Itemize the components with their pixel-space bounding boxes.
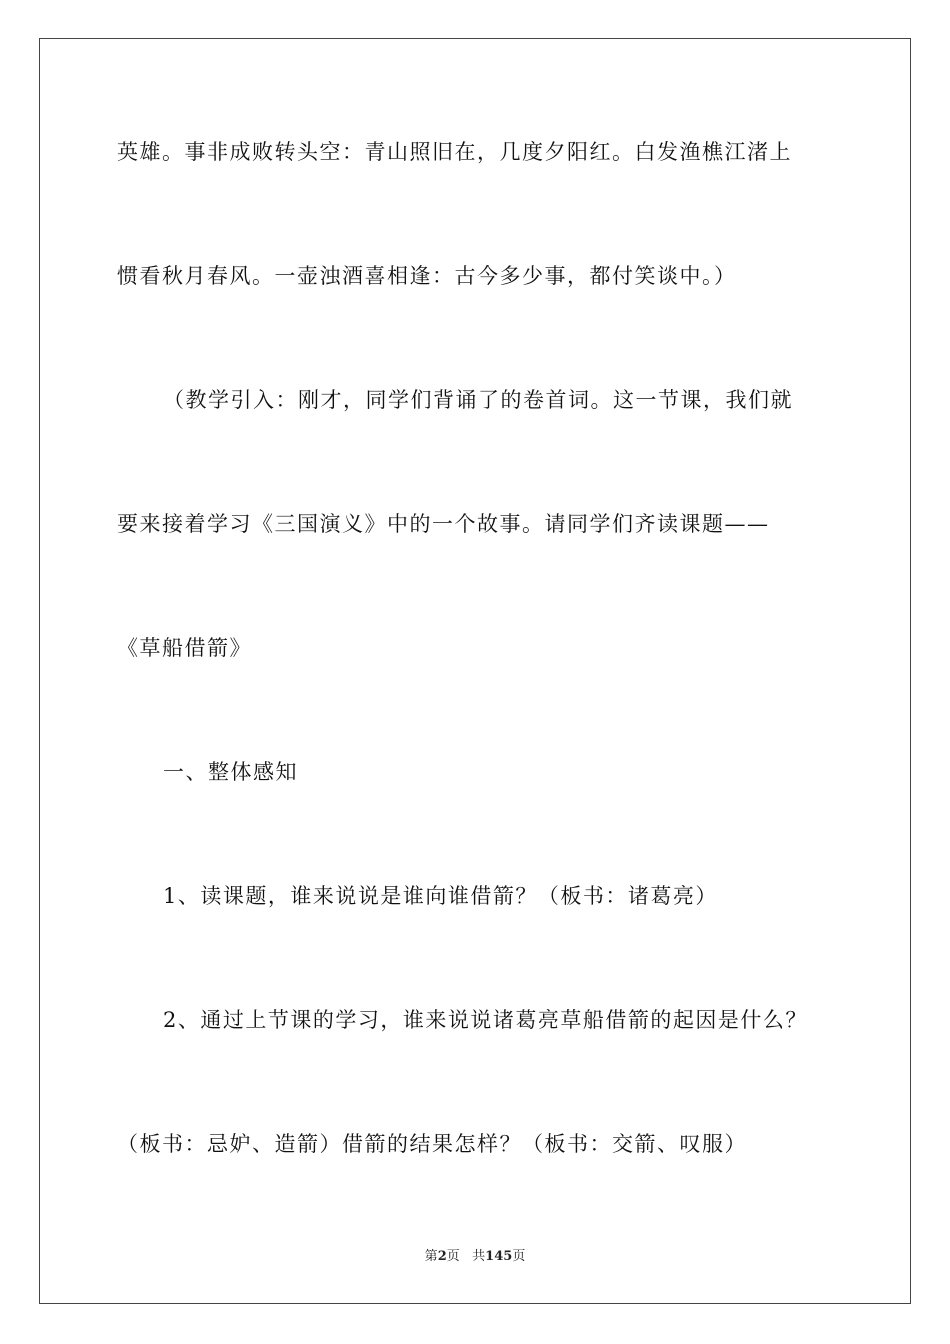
section-heading: 一、整体感知 bbox=[163, 760, 298, 784]
body-text-line: 惯看秋月春风。一壶浊酒喜相逢：古今多少事，都付笑谈中。） bbox=[117, 264, 737, 288]
body-text-line: 要来接着学习《三国演义》中的一个故事。请同学们齐读课题—— bbox=[117, 512, 770, 536]
lesson-title-line: 《草船借箭》 bbox=[117, 636, 252, 660]
page-footer bbox=[0, 1249, 950, 1265]
page-label-suffix: 页 bbox=[446, 1249, 460, 1264]
body-text-line: （教学引入：刚才，同学们背诵了的卷首词。这一节课，我们就 bbox=[163, 388, 793, 412]
question-item: 2、通过上节课的学习，谁来说说诸葛亮草船借箭的起因是什么？ bbox=[163, 1008, 808, 1032]
question-item: 1、读课题，谁来说说是谁向谁借箭？（板书：诸葛亮） bbox=[163, 884, 718, 908]
page-border bbox=[39, 38, 911, 1304]
current-page-number: 2 bbox=[437, 1249, 447, 1264]
total-label-suffix: 页 bbox=[512, 1249, 526, 1264]
body-text-line: 英雄。事非成败转头空：青山照旧在，几度夕阳红。白发渔樵江渚上 bbox=[117, 140, 792, 164]
total-label-prefix: 共 bbox=[472, 1249, 486, 1264]
body-text-line: （板书：忌妒、造箭）借箭的结果怎样？（板书：交箭、叹服） bbox=[117, 1132, 747, 1156]
total-page-count: 145 bbox=[485, 1249, 513, 1264]
page-label-prefix: 第 bbox=[424, 1249, 438, 1264]
